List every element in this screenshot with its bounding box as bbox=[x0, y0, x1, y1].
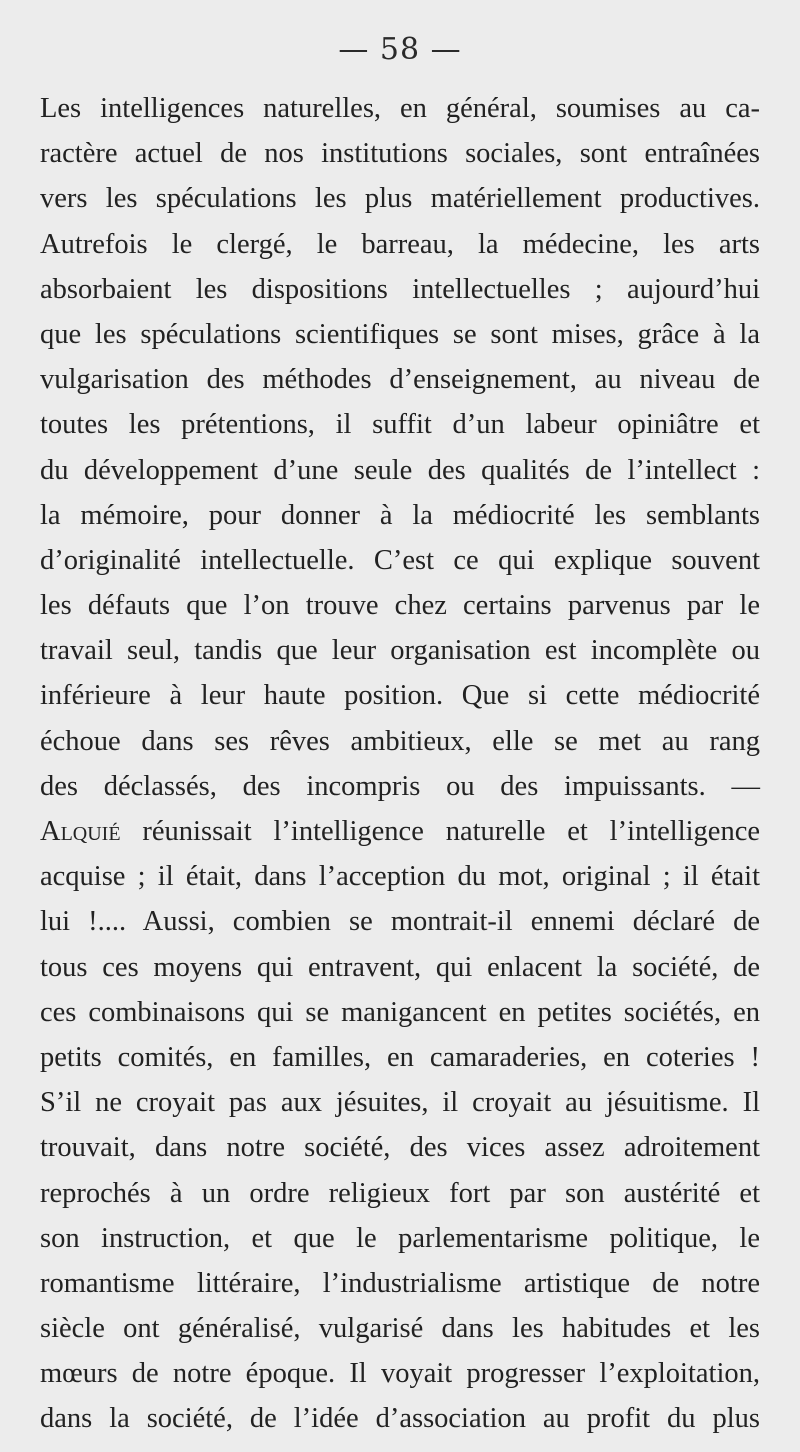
text-line: inférieure à leur haute position. Que si cette médiocrité bbox=[40, 680, 760, 712]
person-name: Alquié bbox=[40, 816, 121, 847]
text-line: acquise ; il était, dans l’acception du mot, original ; il était bbox=[40, 861, 760, 893]
text-line: trouvait, dans notre société, des vices assez adroitement bbox=[40, 1132, 760, 1164]
text-line: mœurs de notre époque. Il voyait progresser l’exploitation, bbox=[40, 1358, 760, 1390]
page-number: — 58 — bbox=[338, 32, 462, 67]
text-line: Les intelligences naturelles, en général, soumises au ca- bbox=[40, 93, 760, 124]
body-text bbox=[40, 86, 760, 1442]
text-line: vulgarisation des méthodes d’enseignement, au niveau de bbox=[40, 364, 760, 396]
text-line: toutes les prétentions, il suffit d’un labeur opiniâtre et bbox=[40, 409, 760, 441]
text-line: dans la société, de l’idée d’association au profit du plus bbox=[40, 1403, 760, 1435]
text-line: travail seul, tandis que leur organisation est incomplète ou bbox=[40, 635, 760, 667]
text-line: du développement d’une seule des qualités de l’intellect : bbox=[40, 454, 760, 486]
text-line: vers les spéculations les plus matériellement productives. bbox=[40, 183, 760, 215]
text-line: S’il ne croyait pas aux jésuites, il croyait au jésuitisme. Il bbox=[40, 1087, 760, 1119]
text-line: lui !.... Aussi, combien se montrait-il ennemi déclaré de bbox=[40, 906, 760, 938]
text-line: d’originalité intellectuelle. C’est ce qui explique souvent bbox=[40, 544, 760, 576]
text-line: reprochés à un ordre religieux fort par son austérité et bbox=[40, 1177, 760, 1209]
text-line: la mémoire, pour donner à la médiocrité les semblants bbox=[40, 499, 760, 531]
text-line: ractère actuel de nos institutions sociales, sont entraînées bbox=[40, 138, 760, 170]
text-line: ces combinaisons qui se manigancent en petites sociétés, en bbox=[40, 996, 760, 1028]
text-line: son instruction, et que le parlementarisme politique, le bbox=[40, 1222, 760, 1254]
text-line: absorbaient les dispositions intellectuelles ; aujourd’hui bbox=[40, 273, 760, 305]
text-line-with-name bbox=[40, 809, 760, 854]
text-line: échoue dans ses rêves ambitieux, elle se met au rang bbox=[40, 725, 760, 757]
text-line: petits comités, en familles, en camaraderies, en coteries ! bbox=[40, 1041, 760, 1073]
text-line: romantisme littéraire, l’industrialisme artistique de notre bbox=[40, 1267, 760, 1299]
text-line: les défauts que l’on trouve chez certains parvenus par le bbox=[40, 590, 760, 622]
text-line: siècle ont généralisé, vulgarisé dans les habitudes et les bbox=[40, 1313, 760, 1345]
text-line: tous ces moyens qui entravent, qui enlacent la société, de bbox=[40, 951, 760, 983]
text-line-rest: réunissait l’intelligence naturelle et l’intelligence bbox=[142, 816, 761, 847]
text-line: des déclassés, des incompris ou des impuissants. — bbox=[40, 770, 760, 802]
text-line: Autrefois le clergé, le barreau, la médecine, les arts bbox=[40, 228, 760, 260]
text-line: que les spéculations scientifiques se sont mises, grâce à la bbox=[40, 318, 760, 350]
